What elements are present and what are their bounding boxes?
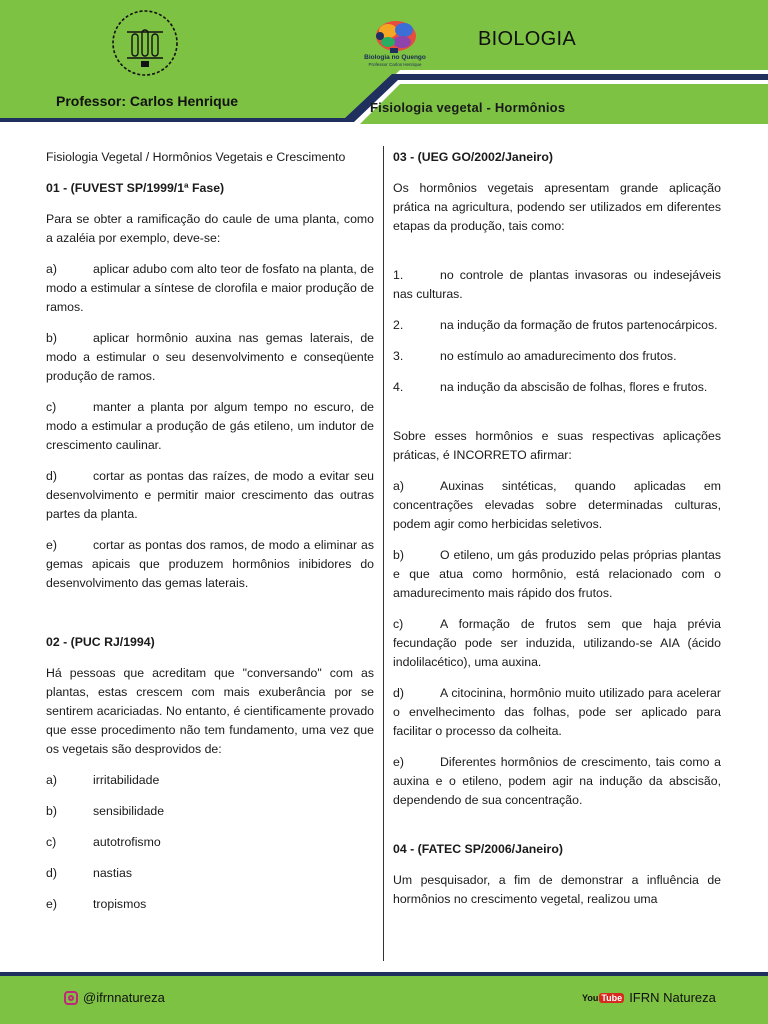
question-3-option-d: d) A citocinina, hormônio muito utilizado para acelerar o envelhecimento das folhas, pode ser aplicado para facilitar o processo da colheita. — [393, 686, 721, 738]
question-3-option-b: b) O etileno, um gás produzido pelas próprias plantas e que atua como hormônio, está relacionado com o amadurecimento mais rápido dos frutos. — [393, 548, 721, 600]
brand-subtitle: Professor Carlos Henrique — [368, 62, 422, 67]
question-3-stem: Os hormônios vegetais apresentam grande aplicação prática na agricultura, podendo ser utilizados em diferentes etapas da produção, tais como: — [393, 181, 721, 233]
youtube-icon: You — [582, 992, 599, 1003]
question-1-title: 01 - (FUVEST SP/1999/1ª Fase) — [46, 181, 225, 195]
question-2-option-d: d) nastias — [46, 866, 132, 880]
question-2-title: 02 - (PUC RJ/1994) — [46, 635, 155, 649]
question-4-stem: Um pesquisador, a fim de demonstrar a influência de hormônios no crescimento vegetal, realizou uma — [393, 873, 721, 906]
youtube-link[interactable] — [582, 990, 716, 1005]
natureza-logo — [110, 8, 180, 78]
column-divider — [383, 146, 384, 961]
question-1-option-b: b) aplicar hormônio auxina nas gemas laterais, de modo a estimular o seu desenvolvimento e conseqüente produção de ramos. — [46, 331, 374, 383]
instagram-link[interactable] — [64, 990, 165, 1005]
page-header — [0, 0, 768, 140]
professor-name: Professor: Carlos Henrique — [56, 93, 239, 109]
instagram-icon — [64, 991, 78, 1005]
question-1-option-e: e) cortar as pontas dos ramos, de modo a eliminar as gemas apicais que produzem hormônios inibidores do desenvolvimento das gemas laterais. — [46, 538, 374, 590]
question-2-option-a: a) irritabilidade — [46, 773, 160, 787]
brand-name: Biologia no Quengo — [364, 54, 426, 61]
right-column — [393, 148, 721, 921]
question-1-option-d: d) cortar as pontas das raízes, de modo a evitar seu desenvolvimento e permitir maior crescimento das outras partes da planta. — [46, 469, 374, 521]
instagram-handle: @ifrnnatureza — [83, 990, 165, 1005]
topic-title: Fisiologia vegetal - Hormônios — [370, 100, 566, 115]
question-3-option-e: e) Diferentes hormônios de crescimento, tais como a auxina e o etileno, podem agir na indução da abscisão, dependendo de sua concentração. — [393, 755, 721, 807]
question-3-item-2: 2. na indução da formação de frutos partenocárpicos. — [393, 318, 718, 332]
biologia-no-quengo-logo — [350, 18, 440, 80]
question-1-option-a: a) aplicar adubo com alto teor de fosfato na planta, de modo a estimular a síntese de clorofila e maior produção de ramos. — [46, 262, 374, 314]
question-2-option-b: b) sensibilidade — [46, 804, 165, 818]
question-2-option-e: e) tropismos — [46, 897, 147, 911]
subject-title: BIOLOGIA — [478, 28, 576, 50]
question-3-title: 03 - (UEG GO/2002/Janeiro) — [393, 150, 553, 164]
question-3-item-1: 1. no controle de plantas invasoras ou indesejáveis nas culturas. — [393, 268, 721, 301]
question-2-stem: Há pessoas que acreditam que "conversando" com as plantas, estas crescem com mais exuberância por se sentirem acariciadas. No entanto, é cientificamente provado que esse procedimento não tem fundamento, uma vez que os vegetais são desprovidos de: — [46, 666, 374, 756]
question-3-item-4: 4. na indução da abscisão de folhas, flores e frutos. — [393, 380, 708, 394]
left-column — [46, 148, 374, 926]
question-3-option-a: a) Auxinas sintéticas, quando aplicadas em concentrações elevadas sobre determinadas culturas, podem agir como herbicidas seletivos. — [393, 479, 721, 531]
question-1-option-c: c) manter a planta por algum tempo no escuro, de modo a estimular a produção de gás etileno, um indutor de crescimento caulinar. — [46, 400, 374, 452]
question-4-title: 04 - (FATEC SP/2006/Janeiro) — [393, 842, 563, 856]
youtube-icon-tube: Tube — [601, 992, 623, 1003]
youtube-channel: IFRN Natureza — [629, 990, 716, 1005]
question-3-option-c: c) A formação de frutos sem que haja prévia fecundação pode ser induzida, utilizando-se AIA (ácido indolilacético), uma auxina. — [393, 617, 721, 669]
question-3-ask: Sobre esses hormônios e suas respectivas aplicações práticas, é INCORRETO afirmar: — [393, 429, 721, 462]
question-2-option-c: c) autotrofismo — [46, 835, 161, 849]
question-3-item-3: 3. no estímulo ao amadurecimento dos frutos. — [393, 349, 677, 363]
section-intro: Fisiologia Vegetal / Hormônios Vegetais e Crescimento — [46, 150, 346, 164]
question-1-stem: Para se obter a ramificação do caule de uma planta, como a azaléia por exemplo, deve-se: — [46, 212, 374, 245]
